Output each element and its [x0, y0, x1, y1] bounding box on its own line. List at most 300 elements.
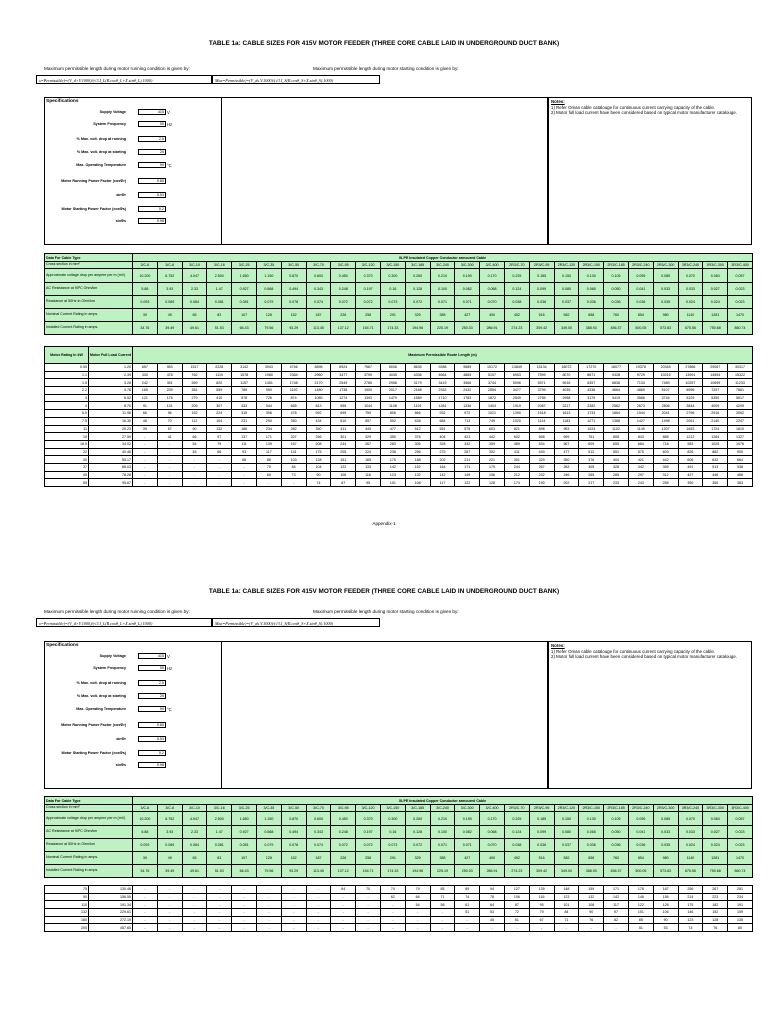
table-cell: 154.71	[356, 865, 381, 878]
route-length-cell: 512	[579, 448, 604, 456]
table-cell: 0.248	[331, 826, 356, 839]
spec-value[interactable]: 0.2	[138, 750, 166, 756]
route-length-cell: -	[133, 479, 158, 487]
table-cell: 3/C-95	[331, 805, 356, 812]
route-length-cell: -	[256, 924, 281, 932]
motor-rating-cell: 110	[45, 901, 89, 909]
table-row	[45, 322, 753, 335]
table-cell: 2R3/C-185	[604, 805, 629, 812]
spec-value[interactable]: 90	[138, 162, 166, 168]
table-row	[45, 826, 753, 839]
route-length-cell: 175	[380, 456, 405, 464]
route-length-cell: 3744	[653, 394, 678, 402]
table-cell: 0.105	[604, 812, 629, 826]
spec-value[interactable]: 0.85	[138, 178, 166, 184]
route-length-cell: 1021	[480, 410, 505, 418]
flc-cell: 68.03	[89, 463, 133, 471]
route-length-cell: 3062	[728, 410, 753, 418]
route-length-cell: 187	[653, 886, 678, 894]
table-cell: 128	[257, 309, 282, 322]
table-cell: 452	[504, 852, 529, 865]
route-length-cell: -	[281, 893, 306, 901]
note-item: 2) Motor full load current have been considered based on typical motor manufacturer catalouge.	[551, 110, 737, 115]
table-cell: 65	[182, 852, 207, 865]
route-length-cell: 5129	[678, 394, 703, 402]
table-cell: 0.082	[455, 283, 480, 296]
route-length-cell: 609	[579, 440, 604, 448]
row-label: Installed Current Rating in amps.	[45, 322, 133, 335]
table-cell: 0.185	[529, 812, 554, 826]
route-length-cell: 15322	[728, 371, 753, 379]
route-length-cell: 567	[554, 440, 579, 448]
route-length-cell: 695	[331, 410, 356, 418]
table-cell: 0.036	[604, 839, 629, 852]
spec-label: % Max. volt. drop at running	[76, 681, 126, 685]
route-length-cell: -	[256, 901, 281, 909]
route-length-cell: 3744	[480, 379, 505, 387]
route-length-cell: 117	[604, 901, 629, 909]
route-length-cell: 116	[529, 893, 554, 901]
table-cell: 3/C-6	[157, 262, 182, 269]
table-cell: 0.072	[331, 296, 356, 309]
route-length-cell: 53	[653, 924, 678, 932]
route-length-cell: 664	[728, 456, 753, 464]
route-length-cell: 1479	[380, 394, 405, 402]
route-length-cell: 73	[281, 471, 306, 479]
route-length-cell: 72	[504, 909, 529, 917]
flc-header: Motor Full Load Current	[89, 347, 133, 364]
route-length-cell: 79	[529, 909, 554, 917]
spec-label: sinΦs	[115, 763, 126, 767]
route-length-cell: -	[157, 479, 182, 487]
table-cell: 490	[480, 309, 505, 322]
route-length-cell: -	[504, 924, 529, 932]
table-cell: 3.93	[157, 283, 182, 296]
table-cell: 83	[207, 852, 232, 865]
route-length-cell: -	[306, 893, 331, 901]
table-row	[45, 394, 753, 402]
route-length-cell: 2228	[207, 364, 232, 372]
row-label: Approximate voltage drop per ampere per m (mV)	[45, 269, 133, 283]
table-row	[45, 410, 753, 418]
route-length-cell: -	[281, 924, 306, 932]
table-cell: 0.128	[405, 826, 430, 839]
route-length-cell: 1783	[455, 394, 480, 402]
route-length-cell: 1020	[504, 417, 529, 425]
table-row	[45, 262, 753, 269]
route-length-cell: 186	[232, 425, 257, 433]
route-length-cell: 1025	[703, 440, 728, 448]
route-length-cell: -	[232, 893, 257, 901]
table-cell: 0.870	[281, 812, 306, 826]
table-cell: 582	[554, 309, 579, 322]
route-length-cell: -	[331, 893, 356, 901]
route-length-cell: 1589	[405, 394, 430, 402]
route-length-cell: -	[182, 901, 207, 909]
route-length-cell: 232	[529, 471, 554, 479]
table-cell: 0.081	[232, 296, 257, 309]
table-cell: 93.29	[281, 865, 306, 878]
route-length-cell: 359	[653, 463, 678, 471]
spec-block	[0, 97, 768, 245]
table-cell: 3R3/C-400	[728, 805, 753, 812]
route-length-cell: 103	[281, 456, 306, 464]
table-cell: 0.170	[480, 269, 505, 283]
table-cell: 152	[281, 852, 306, 865]
table-cell: 3R3/C-240	[678, 262, 703, 269]
route-length-cell: 152	[182, 410, 207, 418]
route-length-cell: 111	[232, 440, 257, 448]
route-length-cell: 287	[455, 448, 480, 456]
table-cell: 2R3/C-95	[529, 805, 554, 812]
table-cell: 573.83	[653, 865, 678, 878]
route-length-cell: 1427	[628, 417, 653, 425]
route-length-cell: 551	[430, 425, 455, 433]
route-length-cell: -	[207, 893, 232, 901]
table-cell: 107	[232, 309, 257, 322]
route-length-cell: 152	[405, 463, 430, 471]
motor-rating-cell: 11	[45, 425, 89, 433]
route-length-cell: 78	[480, 893, 505, 901]
table-cell: 4.047	[182, 269, 207, 283]
route-length-cell: 404	[430, 433, 455, 441]
table-cell: 174.33	[380, 322, 405, 335]
route-length-cell: 1336	[455, 402, 480, 410]
route-length-cell: 396	[256, 410, 281, 418]
flc-cell: 156.55	[89, 893, 133, 901]
table-cell: 194.96	[405, 865, 430, 878]
table-cell: 83	[207, 309, 232, 322]
route-length-cell: 2562	[604, 402, 629, 410]
route-length-cell: 51	[455, 909, 480, 917]
spec-value[interactable]: 90	[138, 706, 166, 712]
flc-cell: 8.70	[89, 402, 133, 410]
table-cell: 3/C-185	[405, 262, 430, 269]
route-length-cell: 5096	[504, 379, 529, 387]
table-cell: 0.065	[579, 283, 604, 296]
route-length-cell: 1024	[579, 425, 604, 433]
spec-value[interactable]: 0.2	[138, 206, 166, 212]
route-length-cell: 224	[356, 448, 381, 456]
route-length-cell: 1157	[232, 379, 257, 387]
spec-value[interactable]: 0.53	[138, 192, 166, 198]
table-cell: 0.073	[380, 296, 405, 309]
route-length-cell: 175	[157, 394, 182, 402]
route-length-cell: -	[133, 448, 158, 456]
table-cell: 0.072	[331, 839, 356, 852]
route-length-cell: -	[380, 924, 405, 932]
route-length-cell: 53	[480, 909, 505, 917]
table-cell: 0.070	[678, 269, 703, 283]
spec-value[interactable]: 50	[138, 665, 166, 671]
table-cell: 456.37	[604, 322, 629, 335]
route-length-cell: 2247	[728, 417, 753, 425]
row-label: AC Resistance at 90ºC Ohm/km	[45, 283, 133, 296]
route-length-cell: 60	[256, 471, 281, 479]
table-cell: 2R3/C-300	[653, 262, 678, 269]
table-cell: 1470	[728, 852, 753, 865]
route-length-cell: 1498	[653, 417, 678, 425]
route-length-cell: 2673	[628, 402, 653, 410]
table-cell: 0.128	[405, 283, 430, 296]
route-length-cell: 1578	[232, 371, 257, 379]
route-length-cell: 1076	[728, 440, 753, 448]
table-cell: 329	[405, 852, 430, 865]
route-length-cell: 350	[281, 417, 306, 425]
spec-label: % Max. volt. drop at starting	[76, 150, 126, 154]
route-length-cell: -	[133, 886, 158, 894]
spec-label: Max. Operating Temperature	[76, 163, 126, 167]
table-cell: 452	[504, 309, 529, 322]
route-length-cell: 4009	[703, 402, 728, 410]
route-length-cell: 221	[480, 456, 505, 464]
table-cell: 3/C-150	[380, 805, 405, 812]
route-length-cell: 85	[628, 916, 653, 924]
route-length-cell: 1192	[281, 387, 306, 395]
route-length-cell: 1327	[728, 433, 753, 441]
table-cell: 34.76	[133, 322, 158, 335]
route-length-cell: 1281	[430, 402, 455, 410]
note-item: 1) Refer Oman cable catalouge for continuous current carrying capacity of the cable.	[551, 104, 716, 110]
route-length-cell: 789	[232, 387, 257, 395]
route-length-cell: 80	[728, 924, 753, 932]
cable-group-header: XLPE Insulated Copper Conductor armoured Cable	[133, 797, 753, 805]
route-length-cell: -	[182, 924, 207, 932]
flc-cell: 2.39	[89, 371, 133, 379]
table-cell: 490	[480, 852, 505, 865]
route-length-cell: -	[182, 479, 207, 487]
route-length-cell: 468	[728, 471, 753, 479]
table-cell: 0.450	[331, 812, 356, 826]
motor-rating-cell: 1.1	[45, 371, 89, 379]
table-cell: 0.036	[529, 839, 554, 852]
route-length-cell: 18077	[604, 364, 629, 372]
route-length-cell: 4209	[728, 402, 753, 410]
flc-cell: 1.20	[89, 364, 133, 372]
route-length-cell: 762	[182, 371, 207, 379]
table-cell: 194.96	[405, 322, 430, 335]
table-cell: 93.29	[281, 322, 306, 335]
spec-value[interactable]: 0.98	[138, 762, 166, 768]
spec-value[interactable]: 50	[138, 121, 166, 127]
motor-rating-cell: 160	[45, 916, 89, 924]
motor-rating-cell: 37	[45, 463, 89, 471]
route-length-cell: 148	[628, 893, 653, 901]
route-length-cell: 2217	[554, 402, 579, 410]
motor-rating-cell: 3	[45, 394, 89, 402]
route-length-cell: 1264	[703, 433, 728, 441]
table-cell: 113.45	[306, 865, 331, 878]
table-cell: 427	[455, 309, 480, 322]
table-cell: 79.56	[257, 322, 282, 335]
route-length-cell: 68	[232, 456, 257, 464]
table-cell: 0.927	[232, 826, 257, 839]
route-length-cell: 281	[728, 886, 753, 894]
table-cell: 0.099	[529, 826, 554, 839]
flc-cell: 457.65	[89, 924, 133, 932]
route-length-cell: 990	[256, 387, 281, 395]
table-cell: 0.038	[504, 296, 529, 309]
route-length-cell: 238	[380, 448, 405, 456]
table-row	[45, 283, 753, 296]
table-cell: 128	[257, 852, 282, 865]
route-length-cell: 10215	[653, 371, 678, 379]
route-length-cell: 116	[356, 471, 381, 479]
table-cell: 291	[380, 852, 405, 865]
route-length-cell: 411	[331, 425, 356, 433]
route-length-cell: 1207	[653, 425, 678, 433]
table-cell: 854	[628, 852, 653, 865]
table-cell: 1281	[703, 852, 728, 865]
page-2	[0, 530, 768, 1024]
route-length-cell: 73	[678, 924, 703, 932]
spec-value[interactable]: 415	[138, 653, 166, 659]
route-length-cell: 1044	[356, 402, 381, 410]
route-length-cell: 132	[207, 425, 232, 433]
table-cell: 0.16	[380, 826, 405, 839]
route-length-cell: -	[182, 463, 207, 471]
table-cell: 0.070	[480, 296, 505, 309]
table-cell: 0.037	[554, 296, 579, 309]
route-length-cell: 239	[157, 387, 182, 395]
table-row	[45, 852, 753, 865]
route-length-cell: 128	[306, 456, 331, 464]
table-row	[45, 379, 753, 387]
route-length-cell: 152	[703, 909, 728, 917]
spec-value[interactable]: 20	[138, 149, 166, 155]
motor-rating-cell: 7.5	[45, 417, 89, 425]
table-cell: 0.065	[579, 826, 604, 839]
route-length-cell: 1085	[306, 394, 331, 402]
table-cell: 2R3/C-240	[628, 262, 653, 269]
route-length-cell: -	[182, 471, 207, 479]
route-length-cell: -	[405, 916, 430, 924]
cable-data-table	[44, 796, 753, 878]
route-length-cell: -	[133, 909, 158, 917]
table-cell: 0.093	[133, 839, 158, 852]
spec-label: sinΦs	[115, 219, 126, 223]
table-cell: 2.33	[182, 283, 207, 296]
table-cell: 0.084	[182, 296, 207, 309]
spec-row	[45, 706, 172, 713]
route-length-cell: 175	[678, 901, 703, 909]
route-length-cell: 972	[455, 410, 480, 418]
spec-label: Supply Voltage	[99, 110, 126, 114]
route-length-cell: 86	[256, 456, 281, 464]
row-label: Reactance at 50Hz in Ohm/km	[45, 296, 133, 309]
table-cell: 750.68	[703, 322, 728, 335]
route-length-cell: 699	[554, 433, 579, 441]
table-cell: 0.085	[653, 812, 678, 826]
column-divider	[221, 642, 222, 788]
spec-value[interactable]: 415	[138, 109, 166, 115]
route-length-cell: 90	[653, 916, 678, 924]
route-length-cell: -	[182, 893, 207, 901]
table-cell: 49	[157, 309, 182, 322]
route-length-cell: 6953	[504, 371, 529, 379]
spec-value[interactable]: 2.5	[138, 136, 166, 142]
table-cell: 0.057	[728, 812, 753, 826]
motor-rating-cell: 90	[45, 893, 89, 901]
route-length-cell: 3142	[232, 364, 257, 372]
route-length-cell: 329	[529, 456, 554, 464]
table-cell: 0.130	[579, 269, 604, 283]
spec-value[interactable]: 20	[138, 693, 166, 699]
route-length-cell: 2958	[380, 379, 405, 387]
spec-value[interactable]: 0.53	[138, 736, 166, 742]
table-cell: 860.74	[728, 865, 753, 878]
route-length-cell: 1748	[281, 379, 306, 387]
route-length-cell: -	[182, 909, 207, 917]
route-length-cell: 5107	[653, 387, 678, 395]
route-length-cell: 159	[579, 886, 604, 894]
route-length-cell: 1653	[678, 425, 703, 433]
route-length-cell: -	[256, 893, 281, 901]
route-length-cell: 13991	[678, 371, 703, 379]
route-length-cell: 1390	[504, 410, 529, 418]
route-length-cell: 329	[356, 433, 381, 441]
flc-cell: 4.78	[89, 387, 133, 395]
table-cell: 0.070	[678, 812, 703, 826]
table-cell: 0.071	[455, 839, 480, 852]
table-cell: 1.150	[257, 812, 282, 826]
table-cell: 1.150	[257, 269, 282, 283]
spec-value[interactable]: 2.5	[138, 680, 166, 686]
route-length-cell: 1451	[256, 379, 281, 387]
row-label: Reactance at 50Hz in Ohm/km	[45, 839, 133, 852]
route-length-cell: 5107	[480, 371, 505, 379]
route-length-cell: -	[529, 924, 554, 932]
route-length-cell: 1724	[703, 425, 728, 433]
table-row	[45, 805, 753, 812]
route-length-cell: 9288	[430, 364, 455, 372]
table-cell: 49.61	[182, 322, 207, 335]
table-row	[45, 417, 753, 425]
route-length-cell: 365	[703, 479, 728, 487]
route-length-cell: 330	[133, 371, 158, 379]
route-length-cell: 202	[554, 479, 579, 487]
table-cell: 0.027	[703, 826, 728, 839]
route-length-cell: 61	[455, 901, 480, 909]
table-cell: 0.095	[628, 812, 653, 826]
spec-value[interactable]: 0.85	[138, 722, 166, 728]
route-length-cell: -	[380, 916, 405, 924]
route-length-cell: 66	[207, 448, 232, 456]
table-cell: 0.099	[529, 283, 554, 296]
table-cell: 3/C-50	[281, 805, 306, 812]
table-cell: 226	[331, 852, 356, 865]
route-length-cell: 66	[182, 433, 207, 441]
table-cell: 3/C-6	[133, 805, 158, 812]
table-cell: 0.038	[504, 839, 529, 852]
table-cell: 0.079	[257, 839, 282, 852]
route-length-cell: 54	[182, 440, 207, 448]
table-cell: 0.023	[728, 826, 753, 839]
specifications-box	[44, 97, 548, 245]
route-length-cell: 5617	[728, 394, 753, 402]
route-length-cell: 1403	[480, 402, 505, 410]
route-length-cell: 267	[703, 886, 728, 894]
route-length-cell: 54	[405, 901, 430, 909]
table-cell: 0.036	[628, 839, 653, 852]
route-length-cell: 256	[306, 433, 331, 441]
route-length-cell: -	[356, 901, 381, 909]
route-length-cell: 282	[281, 425, 306, 433]
spec-value[interactable]: 0.98	[138, 218, 166, 224]
route-length-cell: 79	[405, 886, 430, 894]
route-length-cell: 19378	[628, 364, 653, 372]
table-cell: 0.036	[529, 296, 554, 309]
